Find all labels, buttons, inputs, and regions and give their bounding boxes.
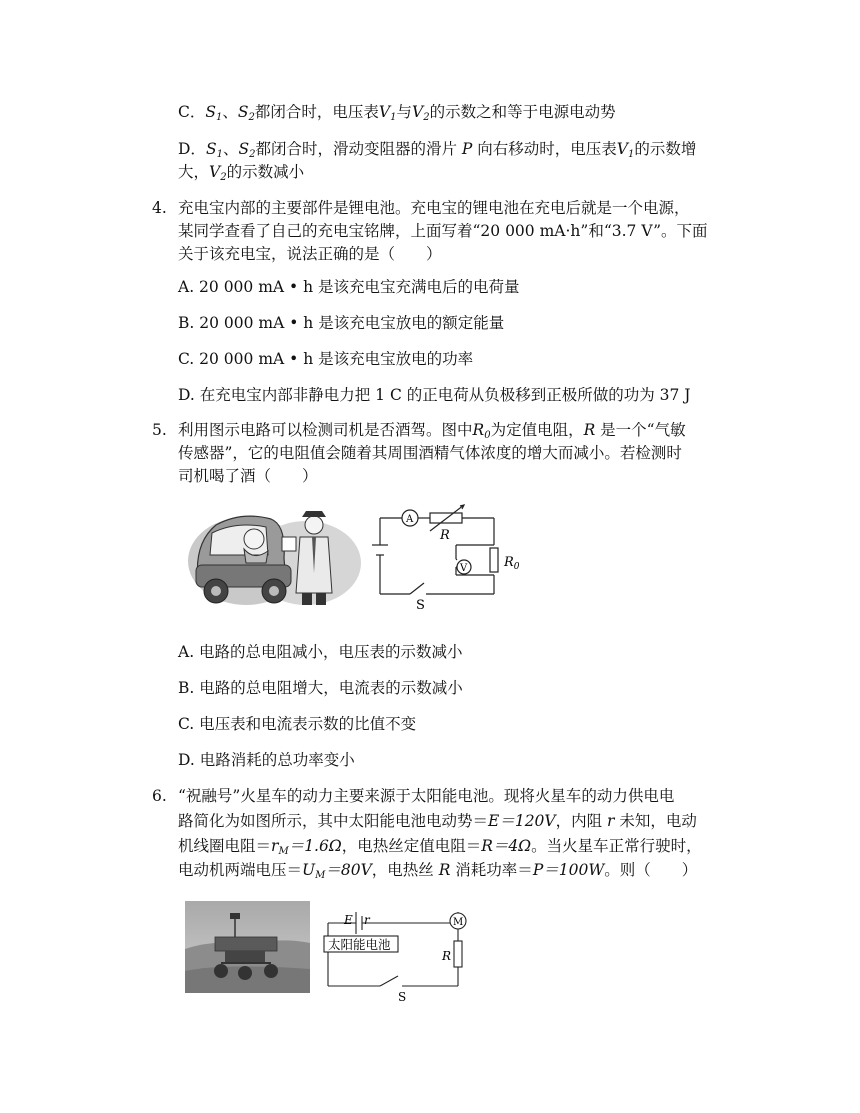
q5-stem-line1: 利用图示电路可以检测司机是否酒驾。图中$R_0$为定值电阻，R 是一个“气敏 [178,421,686,441]
q5-stem-line3: 司机喝了酒（ ） [178,467,318,485]
q6-stem-line1: “祝融号”火星车的动力主要来源于太阳能电池。现将火星车的动力供电电 [178,787,675,805]
q4-option-a[interactable]: A. 20 000 mA • h 是该充电宝充满电后的电荷量 [178,278,520,296]
q6-circuit-diagram [320,908,485,1004]
motor-label: M [453,917,464,928]
q5-number: 5. [152,421,167,439]
internal-resistance-label: r [364,913,370,927]
q5-option-a[interactable]: A. 电路的总电阻减小，电压表的示数减小 [178,643,463,661]
voltmeter-label: V [460,563,468,574]
q6-stem-line4: 电动机两端电压$=U_M=80V$，电热丝 R 消耗功率＝P＝100W。则（ ） [178,861,698,881]
fixed-resistor-label: $R_0$ [504,555,520,572]
q5-option-d[interactable]: D. 电路消耗的总功率变小 [178,751,355,769]
heater-resistor-label: R [442,949,452,963]
q5-option-c[interactable]: C. 电压表和电流表示数的比值不变 [178,715,417,733]
switch-label: S [416,598,425,613]
q4-number: 4. [152,199,167,217]
solar-battery-label: 太阳能电池 [328,937,391,952]
q6-number: 6. [152,787,167,805]
q6-stem-line3: 机线圈电阻$=r_M=1.6\Omega$，电热丝定值电阻＝R＝4Ω。当火星车正常行驶时， [178,837,702,857]
q3-option-c[interactable]: C．$S_1$、$S_2$都闭合时，电压表$V_1$与$V_2$的示数之和等于电源电动势 [178,103,616,123]
q4-option-b[interactable]: B. 20 000 mA • h 是该充电宝放电的额定能量 [178,314,505,332]
q4-stem-line2: 某同学查看了自己的充电宝铭牌，上面写着“20 000 mA·h”和“3.7 V”。下面 [178,222,708,240]
q4-stem-line3: 关于该充电宝，说法正确的是（ ） [178,245,442,263]
emf-label: E [344,913,353,927]
q4-option-d[interactable]: D. 在充电宝内部非静电力把 1 C 的正电荷从负极移到正极所做的功为 37 J [178,386,691,404]
ammeter-label: A [406,514,414,525]
q5-stem-line2: 传感器”，它的电阻值会随着其周围酒精气体浓度的增大而减小。若检测时 [178,444,682,462]
sensor-resistor-label: R [440,528,450,543]
q4-stem-line1: 充电宝内部的主要部件是锂电池。充电宝的锂电池在充电后就是一个电源， [178,199,690,217]
q3-option-d-line2: 大，$V_2$的示数减小 [178,163,305,183]
q6-switch-label: S [398,990,407,1004]
drunk-driving-check-illustration [186,503,366,608]
q5-option-b[interactable]: B. 电路的总电阻增大，电流表的示数减小 [178,679,463,697]
q3-option-d-line1[interactable]: D．$S_1$、$S_2$都闭合时，滑动变阻器的滑片 P 向右移动时，电压表$V_1$的示数增 [178,140,697,160]
mars-rover-photo [185,901,310,993]
q5-circuit-diagram [372,503,532,623]
q4-option-c[interactable]: C. 20 000 mA • h 是该充电宝放电的功率 [178,350,474,368]
q6-stem-line2: 路简化为如图所示，其中太阳能电池电动势＝E＝120V，内阻 r 未知，电动 [178,812,697,830]
